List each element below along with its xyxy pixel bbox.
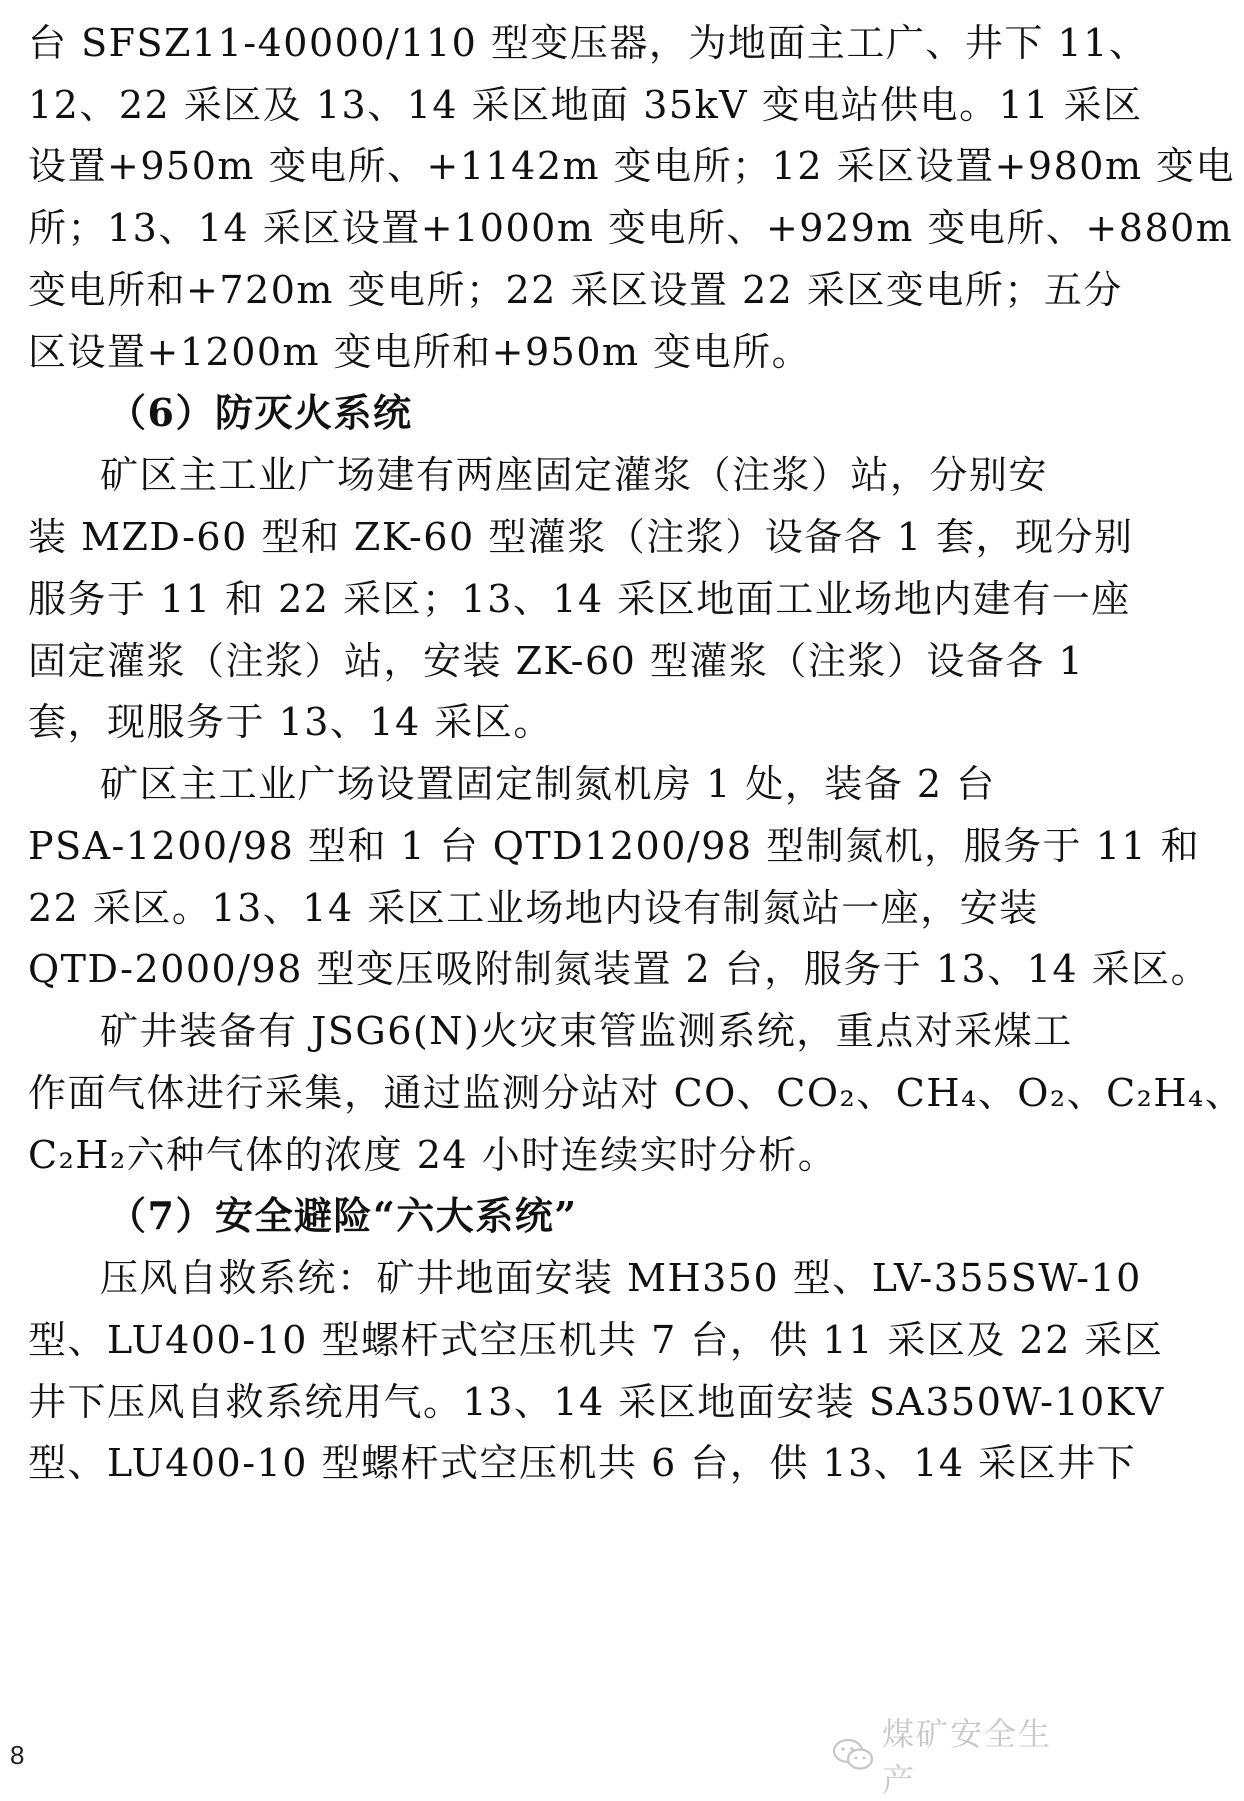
section-heading: （7）安全避险“六大系统” [108, 1193, 578, 1238]
watermark-text: 煤矿安全生产 [882, 1715, 1053, 1799]
text-line: PSA-1200/98 型和 1 台 QTD1200/98 型制氮机，服务于 11 和 [28, 824, 1201, 868]
text-line: 12、22 采区及 13、14 采区地面 35kV 变电站供电。11 采区 [28, 83, 1143, 127]
text-line: 服务于 11 和 22 采区；13、14 采区地面工业场地内建有一座 [28, 577, 1131, 621]
wechat-icon [832, 1737, 874, 1773]
text-line: 设置+950m 变电所、+1142m 变电所；12 采区设置+980m 变电 [28, 144, 1236, 188]
text-line: 区设置+1200m 变电所和+950m 变电所。 [28, 330, 812, 374]
text-line: 作面气体进行采集，通过监测分站对 CO、CO₂、CH₄、O₂、C₂H₄、 [28, 1071, 1244, 1115]
paragraph-first-line: 矿井装备有 JSG6(N)火灾束管监测系统，重点对采煤工 [100, 1009, 1073, 1053]
text-line: 型、LU400-10 型螺杆式空压机共 7 台，供 11 采区及 22 采区 [28, 1318, 1164, 1362]
paragraph-first-line: 矿区主工业广场设置固定制氮机房 1 处，装备 2 台 [100, 762, 996, 806]
paragraph-first-line: 压风自救系统：矿井地面安装 MH350 型、LV-355SW-10 [100, 1256, 1142, 1300]
text-line: 变电所和+720m 变电所；22 采区设置 22 采区变电所；五分 [28, 268, 1123, 312]
text-line: 22 采区。13、14 采区工业场地内设有制氮站一座，安装 [28, 886, 1039, 930]
text-line: 型、LU400-10 型螺杆式空压机共 6 台，供 13、14 采区井下 [28, 1441, 1137, 1485]
text-line: 井下压风自救系统用气。13、14 采区地面安装 SA350W-10KV [28, 1380, 1165, 1424]
page-number: 8 [10, 1740, 25, 1770]
text-line: 台 SFSZ11-40000/110 型变压器，为地面主工广、井下 11、 [28, 21, 1149, 65]
text-line: QTD-2000/98 型变压吸附制氮装置 2 台，服务于 13、14 采区。 [28, 947, 1211, 991]
paragraph-first-line: 矿区主工业广场建有两座固定灌浆（注浆）站，分别安 [100, 453, 1049, 497]
text-line: 套，现服务于 13、14 采区。 [28, 700, 553, 744]
text-line: 固定灌浆（注浆）站，安装 ZK-60 型灌浆（注浆）设备各 1 [28, 639, 1085, 683]
text-line: 所；13、14 采区设置+1000m 变电所、+929m 变电所、+880m [28, 206, 1234, 250]
section-heading: （6）防灭火系统 [108, 390, 413, 435]
watermark [832, 1715, 1072, 1799]
text-line: 装 MZD-60 型和 ZK-60 型灌浆（注浆）设备各 1 套，现分别 [28, 515, 1134, 559]
text-line: C₂H₂六种气体的浓度 24 小时连续实时分析。 [28, 1133, 838, 1177]
